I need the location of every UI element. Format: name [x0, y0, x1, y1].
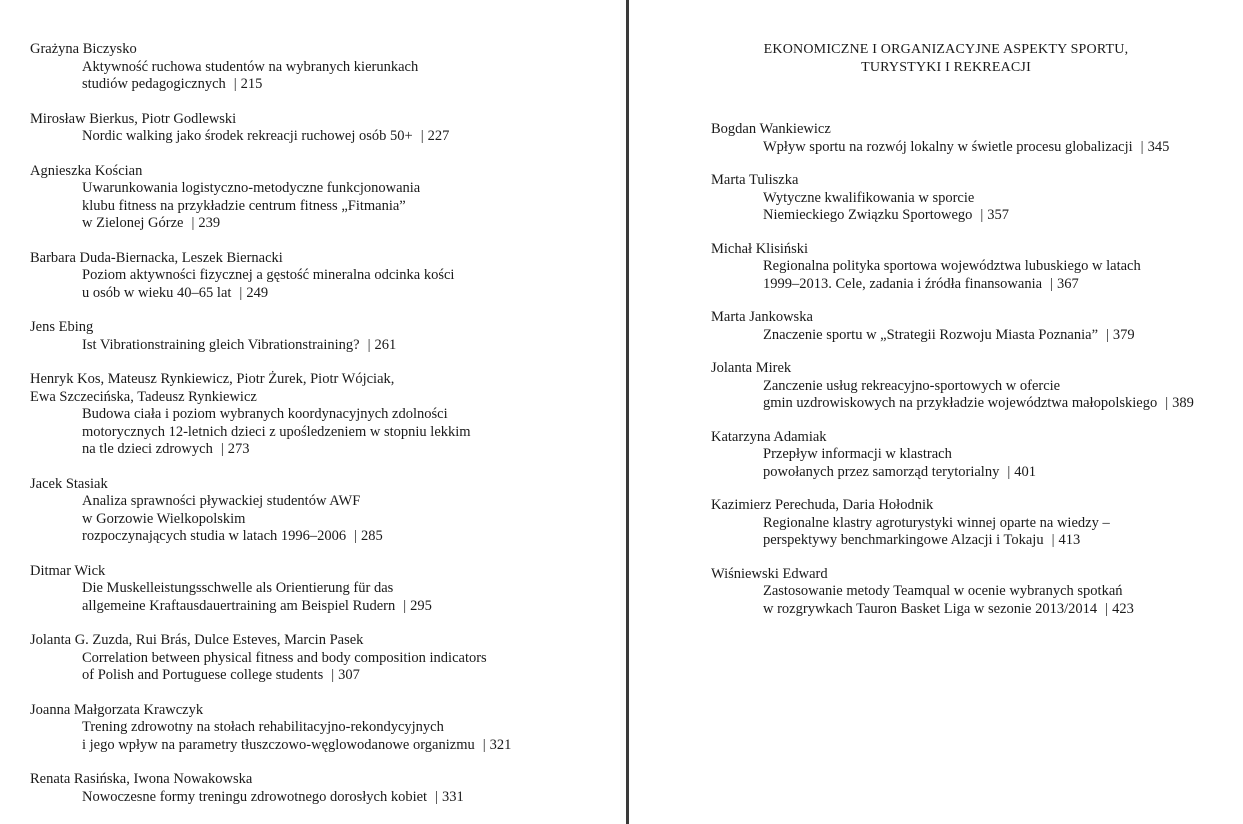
page-separator: | — [1165, 395, 1169, 411]
entry-title-line — [82, 493, 626, 511]
entry-page-number: 379 — [1112, 326, 1135, 343]
page-separator: | — [331, 667, 335, 683]
entry-title-line — [82, 580, 626, 598]
entry-title-line — [763, 327, 1243, 345]
entry-page-number: 215 — [240, 76, 263, 92]
toc-entry — [30, 41, 626, 94]
entry-authors: Bogdan Wankiewicz — [711, 121, 831, 137]
entry-title-text: Trening zdrowotny na stołach rehabilitacyjno-rekondycyjnych — [82, 719, 444, 735]
entry-title-line — [763, 515, 1243, 533]
entry-page-number: 261 — [374, 336, 397, 353]
entry-page-number: 423 — [1112, 600, 1134, 617]
entry-title — [30, 180, 626, 233]
toc-entry — [30, 563, 626, 616]
page-separator: | — [354, 528, 358, 544]
entry-title-line — [763, 464, 1243, 482]
entry-title-line — [82, 511, 626, 529]
page-separator: | — [1140, 138, 1144, 155]
entry-title-line — [82, 198, 626, 216]
entry-title-text: Nordic walking jako środek rekreacji ruchowej osób 50+ — [82, 128, 413, 144]
entry-authors: Renata Rasińska, Iwona Nowakowska — [30, 771, 253, 787]
toc-entry — [30, 163, 626, 233]
page-separator: | — [1007, 463, 1011, 480]
entry-title-text: w rozgrywkach Tauron Basket Liga w sezonie 2013/2014 — [763, 600, 1098, 617]
entry-title-text: studiów pedagogicznych — [82, 76, 226, 92]
entry-title-text: rozpoczynających studia w latach 1996–2006 — [82, 528, 347, 544]
toc-entry — [711, 429, 1243, 482]
toc-entry — [30, 771, 626, 806]
entry-title-line — [82, 424, 626, 442]
entry-title-text: Wytyczne kwalifikowania w sporcie — [763, 189, 975, 206]
entry-authors: Jens Ebing — [30, 319, 94, 335]
page-separator: | — [1105, 600, 1109, 617]
entry-title-line — [763, 258, 1243, 276]
page-separator: | — [1050, 275, 1053, 292]
entry-title-line — [82, 76, 626, 94]
entry-page-number: 367 — [1056, 275, 1079, 292]
page-separator: | — [1051, 532, 1055, 548]
entry-title-line — [763, 190, 1243, 208]
entry-page-number: 331 — [442, 788, 464, 805]
entry-title-line — [82, 337, 626, 355]
entry-title-line — [763, 276, 1243, 294]
entry-authors: Kazimierz Perechuda, Daria Hołodnik — [711, 497, 934, 513]
entry-title-text: 1999–2013. Cele, zadania i źródła finansowania — [763, 275, 1043, 292]
entry-title — [30, 406, 626, 459]
entry-authors: Joanna Małgorzata Krawczyk — [30, 701, 204, 718]
entry-title-line — [763, 446, 1243, 464]
entry-page-number: 321 — [489, 736, 512, 753]
entry-title-text: klubu fitness na przykładzie centrum fitness „Fitmania” — [82, 197, 406, 214]
entry-authors: Marta Jankowska — [711, 309, 813, 325]
entry-title-line — [82, 215, 626, 233]
entry-title — [30, 337, 626, 355]
entry-title — [711, 190, 1243, 225]
entry-title-line — [82, 598, 626, 616]
entry-title — [30, 267, 626, 302]
entry-title — [30, 789, 626, 807]
toc-entry — [30, 476, 626, 546]
entry-page-number: 389 — [1172, 395, 1194, 411]
entry-title-line — [82, 128, 626, 146]
entry-authors: Mirosław Bierkus, Piotr Godlewski — [30, 110, 237, 127]
entry-title — [30, 493, 626, 546]
entry-title-text: Budowa ciała i poziom wybranych koordynacyjnych zdolności — [82, 406, 448, 422]
entry-title-line — [82, 719, 626, 737]
entry-page-number: 285 — [361, 528, 383, 544]
entry-title-text: Analiza sprawności pływackiej studentów AWF — [82, 493, 361, 509]
entry-title-text: of Polish and Portuguese college students — [82, 667, 324, 683]
toc-entry — [30, 319, 626, 354]
entry-page-number: 273 — [227, 441, 250, 457]
entry-page-number: 357 — [987, 207, 1010, 223]
entry-authors: Wiśniewski Edward — [711, 565, 828, 582]
entry-title-text: Aktywność ruchowa studentów na wybranych kierunkach — [82, 58, 419, 75]
toc-entry — [30, 250, 626, 303]
entry-title-line — [763, 378, 1243, 396]
entry-title — [711, 515, 1243, 550]
entry-page-number: 227 — [427, 128, 450, 144]
entry-title-text: Nowoczesne formy treningu zdrowotnego dorosłych kobiet — [82, 788, 428, 805]
entry-title-line — [82, 406, 626, 424]
entry-page-number: 345 — [1147, 138, 1170, 155]
entry-title-text: Correlation between physical fitness and body composition indicators — [82, 649, 487, 666]
entry-title-text: u osób w wieku 40–65 lat — [82, 284, 232, 301]
entry-title-text: Znaczenie sportu w „Strategii Rozwoju Miasta Poznania” — [763, 326, 1099, 343]
entry-title-line — [763, 583, 1243, 601]
page-separator: | — [233, 76, 237, 92]
entry-page-number: 413 — [1058, 532, 1081, 548]
entry-authors: Jolanta Mirek — [711, 360, 792, 376]
entry-authors: Ditmar Wick — [30, 562, 106, 579]
entry-title-line — [82, 180, 626, 198]
toc-entry — [30, 371, 626, 459]
entry-title-text: w Zielonej Górze — [82, 215, 184, 231]
entry-title-text: Die Muskelleistungsschwelle als Orientierung für das — [82, 580, 394, 596]
page-separator: | — [403, 597, 407, 614]
toc-entry — [30, 111, 626, 146]
entry-title-text: Poziom aktywności fizycznej a gęstość mineralna odcinka kości — [82, 267, 455, 283]
toc-entry — [711, 497, 1243, 550]
page-separator: | — [420, 128, 424, 144]
entry-title-text: Wpływ sportu na rozwój lokalny w świetle procesu globalizacji — [763, 138, 1133, 155]
right-page — [629, 0, 1243, 824]
toc-list-left — [30, 41, 626, 806]
entry-title-text: allgemeine Kraftausdauertraining am Beispiel Rudern — [82, 597, 396, 614]
entry-title-line — [763, 395, 1243, 413]
entry-title-line — [82, 528, 626, 546]
entry-title-text: Uwarunkowania logistyczno-metodyczne funkcjonowania — [82, 180, 421, 196]
page-separator: | — [220, 441, 224, 457]
section-heading — [711, 41, 1243, 77]
entry-title — [30, 59, 626, 94]
entry-title — [711, 327, 1243, 345]
entry-authors: Michał Klisiński — [711, 240, 809, 257]
entry-page-number: 249 — [246, 284, 269, 301]
entry-page-number: 295 — [410, 597, 432, 614]
page-separator: | — [1106, 326, 1109, 343]
entry-authors: Jolanta G. Zuzda, Rui Brás, Dulce Esteves, Marcin Pasek — [30, 632, 364, 648]
toc-entry — [30, 632, 626, 685]
page-separator: | — [191, 215, 195, 231]
entry-title — [30, 580, 626, 615]
entry-authors: Ewa Szczecińska, Tadeusz Rynkiewicz — [30, 388, 257, 405]
entry-title-text: Przepływ informacji w klastrach — [763, 446, 952, 462]
entry-title-text: Regionalna polityka sportowa województwa lubuskiego w latach — [763, 258, 1141, 274]
toc-entry — [711, 566, 1243, 619]
entry-title-text: motorycznych 12-letnich dzieci z upośledzeniem w stopniu lekkim — [82, 423, 471, 440]
entry-title — [711, 139, 1243, 157]
entry-title — [711, 583, 1243, 618]
section-heading-line: TURYSTYKI I REKREACJI — [861, 60, 1031, 75]
entry-title-text: powołanych przez samorząd terytorialny — [763, 463, 1000, 480]
entry-authors: Katarzyna Adamiak — [711, 428, 827, 445]
entry-authors: Jacek Stasiak — [30, 475, 108, 492]
entry-authors: Grażyna Biczysko — [30, 41, 137, 57]
entry-page-number: 239 — [198, 215, 221, 231]
entry-title-text: na tle dzieci zdrowych — [82, 441, 213, 457]
entry-title-line — [82, 59, 626, 77]
entry-title-text: gmin uzdrowiskowych na przykładzie województwa małopolskiego — [763, 395, 1158, 411]
entry-title-line — [82, 267, 626, 285]
entry-title-text: Zanczenie usług rekreacyjno-sportowych w ofercie — [763, 377, 1061, 394]
entry-title-line — [82, 737, 626, 755]
toc-list-right — [711, 121, 1243, 618]
page-separator: | — [482, 736, 486, 753]
entry-title-text: w Gorzowie Wielkopolskim — [82, 510, 246, 527]
entry-title-text: perspektywy benchmarkingowe Alzacji i Tokaju — [763, 532, 1044, 548]
toc-entry — [711, 172, 1243, 225]
entry-title-text: Regionalne klastry agroturystyki winnej oparte na wiedzy – — [763, 514, 1110, 531]
entry-page-number: 307 — [338, 667, 360, 683]
entry-page-number: 401 — [1014, 463, 1036, 480]
entry-title-line — [763, 207, 1243, 225]
entry-authors: Barbara Duda-Biernacka, Leszek Biernacki — [30, 249, 283, 266]
toc-entry — [711, 360, 1243, 413]
page-separator: | — [435, 788, 438, 805]
entry-title — [30, 650, 626, 685]
toc-entry — [711, 241, 1243, 294]
entry-title — [30, 719, 626, 754]
entry-title — [30, 128, 626, 146]
entry-title-line — [763, 532, 1243, 550]
toc-entry — [711, 309, 1243, 344]
entry-title — [711, 378, 1243, 413]
entry-title-line — [82, 285, 626, 303]
page-separator: | — [239, 284, 243, 301]
entry-title-text: Ist Vibrationstraining gleich Vibrationstraining? — [82, 336, 360, 353]
page-separator: | — [980, 207, 984, 223]
entry-authors: Agnieszka Kościan — [30, 162, 143, 179]
entry-title-line — [82, 667, 626, 685]
entry-title-line — [82, 650, 626, 668]
entry-title-text: Niemieckiego Związku Sportowego — [763, 207, 973, 223]
entry-authors: Henryk Kos, Mateusz Rynkiewicz, Piotr Żurek, Piotr Wójciak, — [30, 371, 395, 387]
toc-entry — [30, 702, 626, 755]
entry-authors: Marta Tuliszka — [711, 172, 799, 188]
entry-title-line — [763, 139, 1243, 157]
entry-title-line — [82, 441, 626, 459]
entry-title — [711, 258, 1243, 293]
entry-title-line — [82, 789, 626, 807]
entry-title-text: Zastosowanie metody Teamqual w ocenie wybranych spotkań — [763, 583, 1123, 599]
page-separator: | — [367, 336, 371, 353]
toc-entry — [711, 121, 1243, 156]
entry-title-text: i jego wpływ na parametry tłuszczowo-węglowodanowe organizmu — [82, 736, 475, 753]
section-heading-line: EKONOMICZNE I ORGANIZACYJNE ASPEKTY SPORTU, — [763, 42, 1129, 57]
entry-title-line — [763, 601, 1243, 619]
entry-title — [711, 446, 1243, 481]
